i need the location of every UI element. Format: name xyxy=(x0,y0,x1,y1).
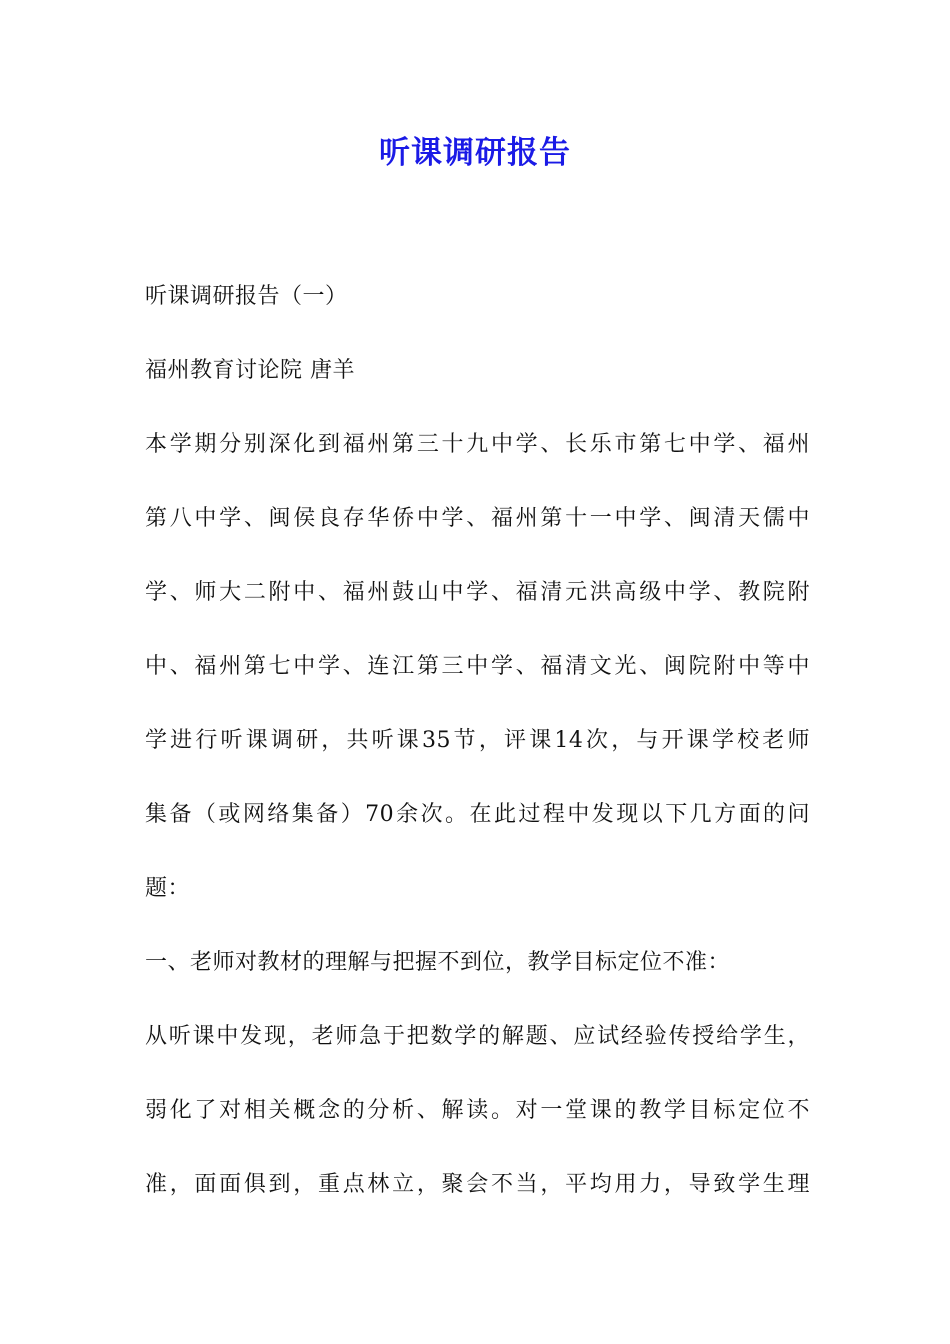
paragraph-line: 第八中学、闽侯良存华侨中学、福州第十一中学、闽清天儒中 xyxy=(145,506,810,531)
document-body xyxy=(145,260,810,1222)
paragraph-line: 弱化了对相关概念的分析、解读。对一堂课的教学目标定位不 xyxy=(145,1098,810,1123)
author-line xyxy=(145,334,810,408)
paragraph-line: 准，面面俱到，重点林立，聚会不当，平均用力，导致学生理 xyxy=(145,1172,810,1197)
paragraph-line: 中、福州第七中学、连江第三中学、福清文光、闽院附中等中 xyxy=(145,654,810,679)
subtitle xyxy=(145,260,810,334)
author-text: 福州教育讨论院 唐羊 xyxy=(145,358,355,383)
paragraph-1 xyxy=(145,408,810,926)
paragraph-line: 题： xyxy=(145,876,191,901)
paragraph-line: 集备（或网络集备）70余次。在此过程中发现以下几方面的问 xyxy=(145,802,810,827)
paragraph-line: 学进行听课调研，共听课35节，评课14次，与开课学校老师 xyxy=(145,728,810,753)
paragraph-line: 学、师大二附中、福州鼓山中学、福清元洪高级中学、教院附 xyxy=(145,580,810,605)
document-title: 听课调研报告 xyxy=(379,135,571,171)
subtitle-text: 听课调研报告（一） xyxy=(145,284,348,309)
paragraph-2 xyxy=(145,1000,810,1222)
section-heading-text: 一、老师对教材的理解与把握不到位，教学目标定位不准： xyxy=(145,950,731,975)
paragraph-line: 本学期分别深化到福州第三十九中学、长乐市第七中学、福州 xyxy=(145,432,810,457)
section-heading-1 xyxy=(145,926,810,1000)
paragraph-line: 从听课中发现，老师急于把数学的解题、应试经验传授给学生， xyxy=(145,1024,810,1049)
